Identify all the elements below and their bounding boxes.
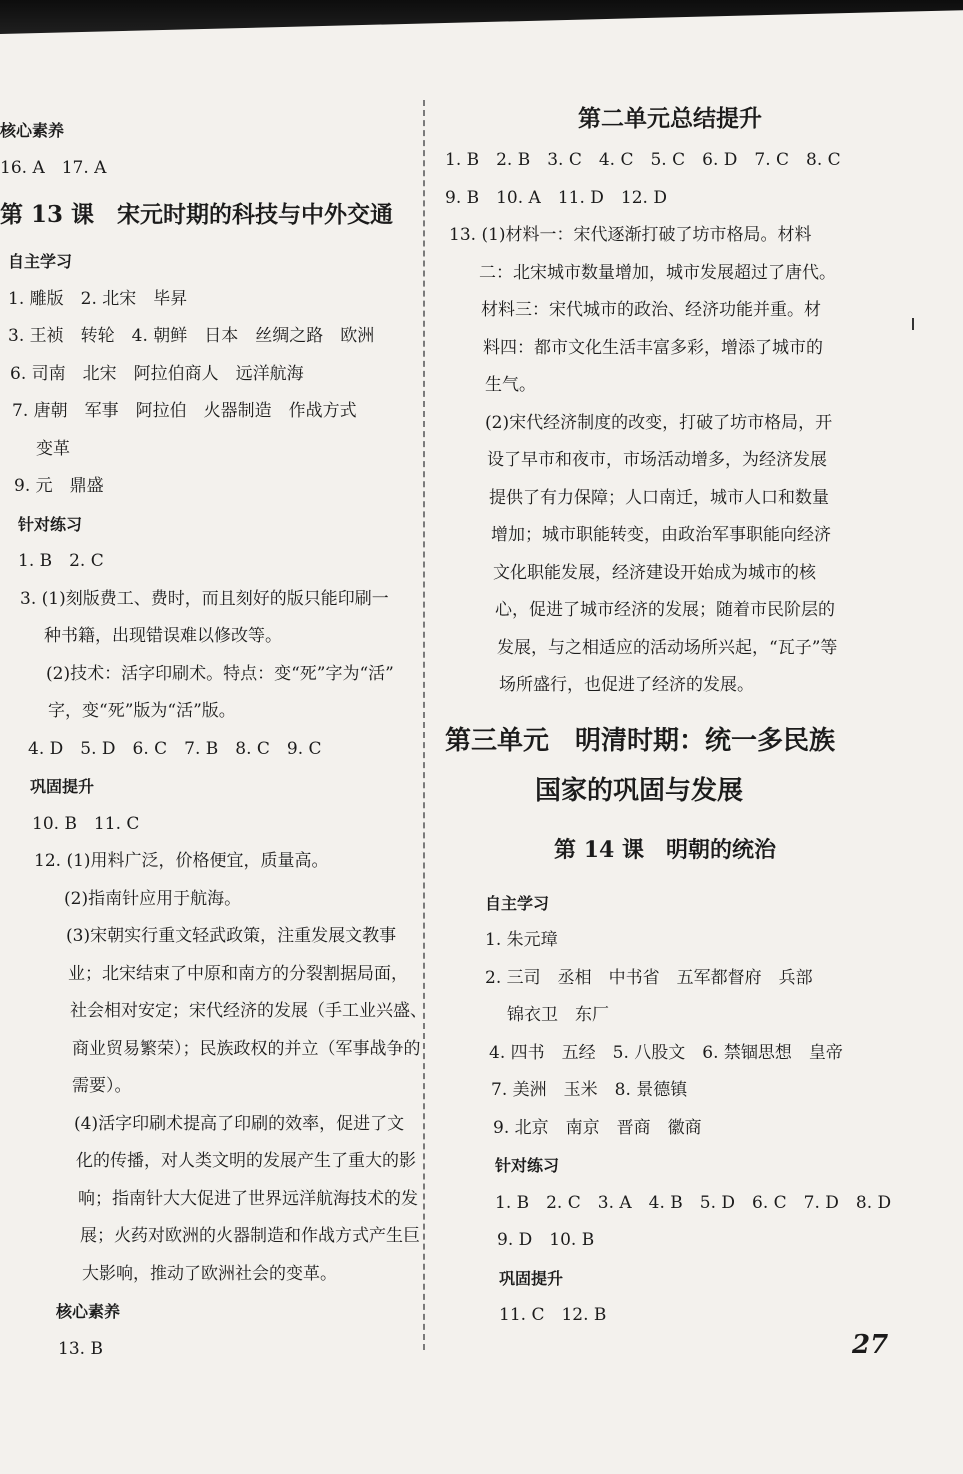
answer-line: 增加；城市职能转变，由政治军事职能向经济 [491, 525, 831, 545]
answer-line: 社会相对安定；宋代经济的发展（手工业兴盛、 [70, 1001, 427, 1021]
answer-line: 11. C 12. B [499, 1305, 607, 1325]
answer-line: 16. A 17. A [0, 157, 107, 178]
answer-line: 1. 雕版 2. 北宋 毕昇 [8, 288, 188, 309]
answer-line: (4)活字印刷术提高了印刷的效率，促进了文 [74, 1113, 405, 1134]
answer-line: 业；北宋结束了中原和南方的分裂割据局面， [68, 963, 408, 984]
unit-title: 第三单元 明清时期：统一多民族 [445, 725, 836, 756]
answer-line: 心，促进了城市经济的发展；随着市民阶层的 [495, 600, 835, 620]
answer-line: 商业贸易繁荣）；民族政权的并立（军事战争的 [72, 1038, 421, 1059]
section-heading: 核心素养 [56, 1302, 121, 1321]
answer-line: 响；指南针大大促进了世界远洋航海技术的发 [78, 1188, 418, 1209]
answer-line: (3)宋朝实行重文轻武政策，注重发展文教事 [66, 926, 397, 946]
answer-line: 锦衣卫 东厂 [507, 1005, 609, 1025]
answer-line: (2)指南针应用于航海。 [64, 888, 242, 909]
answer-line: 文化职能发展，经济建设开始成为城市的核 [493, 562, 816, 583]
answer-line: 10. B 11. C [32, 813, 140, 834]
answer-line: 二：北宋城市数量增加，城市发展超过了唐代。 [479, 262, 836, 283]
answer-line: 3. (1)刻版费工、费时，而且刻好的版只能印刷一 [20, 588, 389, 609]
answer-line: 化的传播，对人类文明的发展产生了重大的影 [76, 1151, 416, 1171]
answer-line: 9. D 10. B [497, 1230, 595, 1250]
answer-line: 展；火药对欧洲的火器制造和作战方式产生巨 [80, 1226, 420, 1246]
answer-line: 设了早市和夜市，市场活动增多，为经济发展 [487, 450, 827, 470]
answer-line: 9. 元 鼎盛 [14, 476, 104, 496]
answer-line: 种书籍，出现错误难以修改等。 [44, 626, 282, 646]
answer-line: 12. (1)用料广泛，价格便宜，质量高。 [34, 851, 329, 871]
answer-line: 1. 朱元璋 [485, 930, 558, 950]
lesson-title: 第 13 课 宋元时期的科技与中外交通 [0, 201, 394, 228]
right-column [445, 96, 892, 1335]
answer-line: (2)宋代经济制度的改变，打破了坊市格局，开 [485, 412, 833, 433]
answer-line: 9. 北京 南京 晋商 徽商 [493, 1117, 702, 1138]
answer-line: 3. 王祯 转轮 4. 朝鲜 日本 丝绸之路 欧洲 [8, 326, 375, 346]
section-heading: 自主学习 [8, 252, 73, 271]
answer-line: 大影响，推动了欧洲社会的变革。 [82, 1263, 337, 1284]
page-number: 27 [852, 1330, 889, 1360]
column-divider [423, 100, 425, 1350]
answer-line: 4. D 5. D 6. C 7. B 8. C 9. C [28, 738, 322, 759]
answer-line: 1. B 2. C [18, 551, 104, 571]
answer-line: 1. B 2. B 3. C 4. C 5. C 6. D 7. C 8. C [445, 150, 841, 170]
answer-line: (2)技术：活字印刷术。特点：变“死”字为“活” [46, 663, 394, 684]
lesson-title: 第 14 课 明朝的统治 [554, 836, 776, 863]
answer-line: 1. B 2. C 3. A 4. B 5. D 6. C 7. D 8. D [495, 1192, 892, 1213]
answer-line: 材料三：宋代城市的政治、经济功能并重。材 [481, 300, 821, 320]
answer-line: 提供了有力保障；人口南迁，城市人口和数量 [489, 487, 829, 508]
unit-title-continued: 国家的巩固与发展 [535, 775, 744, 806]
answer-line: 7. 美洲 玉米 8. 景德镇 [491, 1080, 688, 1100]
section-heading: 自主学习 [485, 893, 550, 913]
margin-mark [912, 318, 914, 330]
top-dark-edge [0, 0, 963, 34]
section-heading: 巩固提升 [499, 1268, 564, 1288]
section-heading: 巩固提升 [30, 777, 95, 796]
section-heading: 核心素养 [0, 121, 65, 140]
section-heading: 针对练习 [495, 1156, 560, 1175]
answer-line: 6. 司南 北宋 阿拉伯商人 远洋航海 [10, 363, 304, 384]
answer-line: 13. B [58, 1338, 103, 1359]
answer-line: 2. 三司 丞相 中书省 五军都督府 兵部 [485, 967, 813, 988]
answer-line: 生气。 [485, 375, 536, 395]
answer-line: 发展，与之相适应的活动场所兴起，“瓦子”等 [497, 637, 838, 658]
answer-line: 需要）。 [72, 1076, 132, 1096]
answer-line: 场所盛行，也促进了经济的发展。 [499, 675, 754, 695]
answer-line: 7. 唐朝 军事 阿拉伯 火器制造 作战方式 [12, 401, 357, 421]
section-heading: 针对练习 [18, 514, 83, 534]
answer-line: 4. 四书 五经 5. 八股文 6. 禁锢思想 皇帝 [489, 1042, 843, 1063]
answer-line: 变革 [36, 438, 70, 459]
unit-summary-title: 第二单元总结提升 [578, 105, 762, 132]
left-column [0, 112, 427, 1368]
answer-line: 料四：都市文化生活丰富多彩，增添了城市的 [483, 337, 823, 358]
answer-line: 13. (1)材料一：宋代逐渐打破了坊市格局。材料 [449, 225, 812, 245]
answer-line: 9. B 10. A 11. D 12. D [445, 187, 667, 208]
answer-line: 字，变“死”版为“活”版。 [48, 701, 236, 721]
